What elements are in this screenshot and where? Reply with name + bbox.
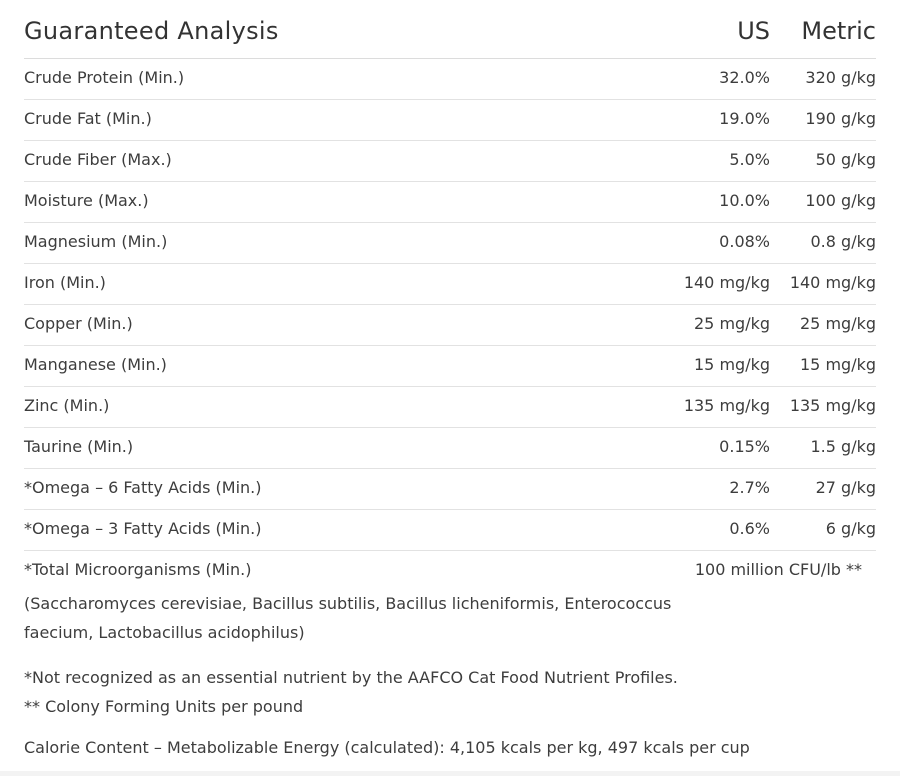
table-row bbox=[24, 264, 876, 305]
value-metric: 140 mg/kg bbox=[789, 273, 876, 292]
value-us: 32.0% bbox=[719, 68, 770, 87]
table-row bbox=[24, 182, 876, 223]
table-row bbox=[24, 100, 876, 141]
table-row bbox=[24, 346, 876, 387]
value-us: 0.6% bbox=[729, 519, 770, 538]
nutrient-name: Magnesium (Min.) bbox=[24, 232, 168, 251]
table-row bbox=[24, 428, 876, 469]
value-us: 15 mg/kg bbox=[694, 355, 770, 374]
value-metric: 100 g/kg bbox=[805, 191, 876, 210]
microorganisms-label: *Total Microorganisms (Min.) bbox=[24, 560, 252, 579]
bottom-divider bbox=[0, 771, 900, 776]
nutrient-name: Iron (Min.) bbox=[24, 273, 106, 292]
microorganisms-value: 100 million CFU/lb ** bbox=[694, 560, 862, 579]
value-metric: 6 g/kg bbox=[825, 519, 876, 538]
table-row bbox=[24, 387, 876, 428]
table-row bbox=[24, 305, 876, 346]
value-metric: 50 g/kg bbox=[815, 150, 876, 169]
footnote-colony-forming-units: ** Colony Forming Units per pound bbox=[24, 697, 304, 716]
value-us: 19.0% bbox=[719, 109, 770, 128]
table-row bbox=[24, 223, 876, 264]
footnotes bbox=[24, 663, 876, 721]
nutrient-name: *Omega – 3 Fatty Acids (Min.) bbox=[24, 519, 262, 538]
table-title: Guaranteed Analysis bbox=[24, 17, 279, 45]
value-us: 135 mg/kg bbox=[683, 396, 770, 415]
value-us: 0.08% bbox=[719, 232, 770, 251]
value-metric: 25 mg/kg bbox=[800, 314, 876, 333]
table-header bbox=[24, 0, 876, 59]
value-us: 25 mg/kg bbox=[694, 314, 770, 333]
nutrient-name: Crude Fiber (Max.) bbox=[24, 150, 172, 169]
value-metric: 0.8 g/kg bbox=[810, 232, 876, 251]
column-header-us: US bbox=[737, 17, 770, 45]
value-metric: 320 g/kg bbox=[805, 68, 876, 87]
table-row bbox=[24, 469, 876, 510]
nutrient-name: Zinc (Min.) bbox=[24, 396, 110, 415]
calorie-content: Calorie Content – Metabolizable Energy (calculated): 4,105 kcals per kg, 497 kcals per cup bbox=[24, 738, 750, 757]
value-us: 2.7% bbox=[729, 478, 770, 497]
table-row bbox=[24, 59, 876, 100]
microorganisms-row bbox=[24, 551, 876, 661]
nutrient-name: Copper (Min.) bbox=[24, 314, 133, 333]
value-us: 10.0% bbox=[719, 191, 770, 210]
microorganisms-detail: (Saccharomyces cerevisiae, Bacillus subtilis, Bacillus licheniformis, Enterococcus faecium, Lactobacillus acidophilus) bbox=[24, 594, 672, 642]
value-metric: 15 mg/kg bbox=[800, 355, 876, 374]
value-us: 140 mg/kg bbox=[683, 273, 770, 292]
value-us: 5.0% bbox=[729, 150, 770, 169]
column-header-metric: Metric bbox=[801, 17, 876, 45]
nutrient-name: Crude Protein (Min.) bbox=[24, 68, 185, 87]
footnote-essential-nutrient: *Not recognized as an essential nutrient by the AAFCO Cat Food Nutrient Profiles. bbox=[24, 668, 678, 687]
value-metric: 1.5 g/kg bbox=[810, 437, 876, 456]
table-row bbox=[24, 141, 876, 182]
value-metric: 135 mg/kg bbox=[789, 396, 876, 415]
nutrient-name: Moisture (Max.) bbox=[24, 191, 149, 210]
nutrient-name: Manganese (Min.) bbox=[24, 355, 167, 374]
value-metric: 27 g/kg bbox=[815, 478, 876, 497]
nutrient-name: Taurine (Min.) bbox=[24, 437, 134, 456]
nutrient-name: *Omega – 6 Fatty Acids (Min.) bbox=[24, 478, 262, 497]
guaranteed-analysis-table bbox=[24, 0, 876, 757]
table-row bbox=[24, 510, 876, 551]
nutrient-name: Crude Fat (Min.) bbox=[24, 109, 152, 128]
value-metric: 190 g/kg bbox=[805, 109, 876, 128]
value-us: 0.15% bbox=[719, 437, 770, 456]
nutrient-rows bbox=[24, 59, 876, 551]
